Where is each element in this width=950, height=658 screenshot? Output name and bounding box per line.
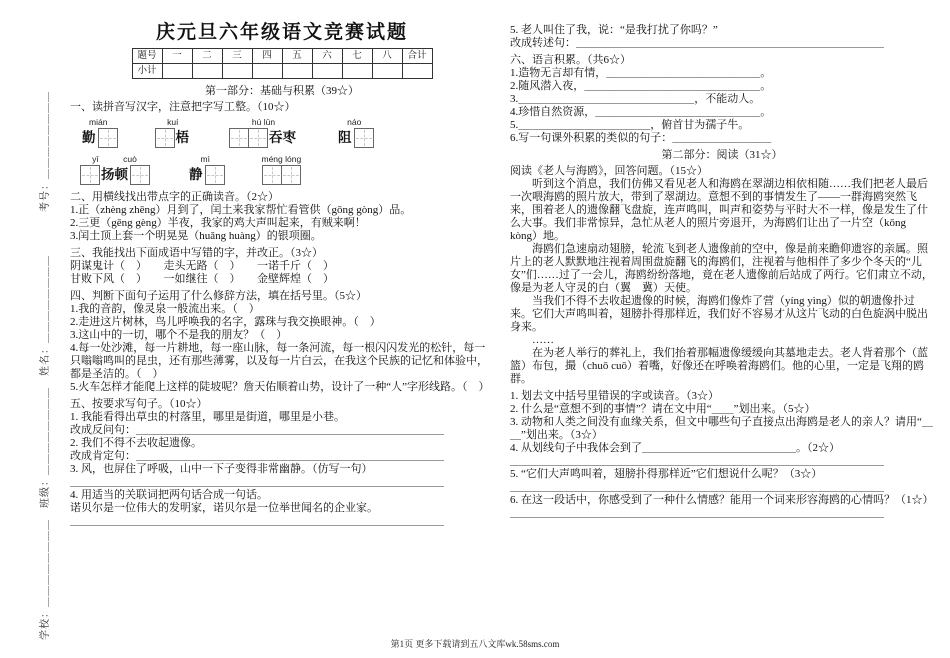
pinyin-label: cuò bbox=[123, 154, 137, 164]
q5-line: 5. 老人叫住了我，说：“是我打扰了你吗？” bbox=[510, 24, 718, 36]
score-table-cell bbox=[342, 64, 372, 79]
write-box bbox=[229, 128, 249, 148]
q5-line: 2. 我们不得不去收起遗像。 bbox=[70, 437, 202, 449]
pinyin-label: hú lūn bbox=[251, 117, 276, 127]
score-table-header-cell: 一 bbox=[162, 49, 192, 64]
score-table-header-cell: 八 bbox=[372, 49, 402, 64]
write-box bbox=[130, 165, 150, 185]
score-table-cell bbox=[312, 64, 342, 79]
word-group bbox=[80, 117, 117, 148]
q4-item: 1.我的音韵，像灵泉一般流出来。（ ） bbox=[70, 303, 260, 315]
question-4-block bbox=[70, 290, 494, 394]
q3-idiom-line: 甘败下风（ ） 一如继往（ ） 金壁辉煌（ ） bbox=[70, 273, 334, 285]
q5-line answer-blank: 改成转述句：＿＿＿＿＿＿＿＿＿＿＿＿＿＿＿＿＿＿＿＿＿＿＿＿＿＿＿＿ bbox=[510, 37, 884, 49]
pinyin-grid-row-1 bbox=[80, 117, 494, 148]
margin-field-exam-no: 考号：＿＿＿＿＿＿＿＿ bbox=[40, 91, 51, 212]
printed-char: 阻 bbox=[338, 130, 352, 145]
pinyin-label: náo bbox=[347, 117, 362, 127]
q5-line answer-blank: ＿＿＿＿＿＿＿＿＿＿＿＿＿＿＿＿＿＿＿＿＿＿＿＿＿＿＿＿＿＿＿＿＿＿ bbox=[70, 476, 444, 488]
write-box bbox=[205, 165, 225, 185]
score-table-subtotal-row bbox=[132, 64, 432, 79]
score-table-header-cell: 四 bbox=[252, 49, 282, 64]
score-table-cell bbox=[252, 64, 282, 79]
q6-item: 6.写一句课外积累的类似的句子：＿＿＿＿＿＿＿＿＿ bbox=[510, 132, 772, 144]
answer-blank-line: ＿＿＿＿＿＿＿＿＿＿＿＿＿＿＿＿＿＿＿＿＿＿＿＿＿＿＿＿＿＿＿＿＿＿ bbox=[510, 455, 884, 467]
q2-item: 3.闰土顶上套一个明晃晃（huǎng huàng）的银项圈。 bbox=[70, 230, 322, 242]
passage-paragraph: 在为老人举行的葬礼上，我们抬着那幅遗像缓缓向其墓地走去。老人背着那个（蓝 篮）布包，撮（chuō cuō）着嘴，好像还在呼唤着海鸥们。他的心里，一定是飞翔的鸥群。 bbox=[510, 347, 939, 385]
score-table bbox=[132, 48, 433, 79]
score-table-header-cell: 七 bbox=[342, 49, 372, 64]
score-table-cell bbox=[402, 64, 432, 79]
q1-title: 一、读拼音写汉字，注意把字写工整。（10☆） bbox=[70, 101, 296, 113]
write-box bbox=[262, 165, 282, 185]
q6-item: 5.＿＿＿＿＿＿＿＿＿＿＿＿，俯首甘为孺子牛。 bbox=[510, 119, 750, 131]
q5-line answer-blank: ＿＿＿＿＿＿＿＿＿＿＿＿＿＿＿＿＿＿＿＿＿＿＿＿＿＿＿＿＿＿＿＿＿＿ bbox=[70, 515, 444, 527]
word-group bbox=[336, 117, 373, 148]
exam-title: 庆元旦六年级语文竞赛试题 bbox=[155, 22, 408, 43]
q2-item: 1.正（zhèng zhēng）月到了，闰土来我家帮忙看管供（gōng gòng）品。 bbox=[70, 204, 412, 216]
score-table-row-label: 小计 bbox=[132, 64, 162, 79]
pinyin-label: méng lóng bbox=[261, 154, 302, 164]
q2-title: 二、用横线找出带点字的正确读音。（2☆） bbox=[70, 191, 279, 203]
q4-title: 四、判断下面句子运用了什么修辞方法，填在括号里。（5☆） bbox=[70, 290, 367, 302]
page-footer: 第1页 更多下载请到五八文库wk.58sms.com bbox=[390, 639, 560, 649]
pinyin-grid-row-2 bbox=[80, 154, 494, 185]
q3-title: 三、我能找出下面成语中写错的字，并改正。（3☆） bbox=[70, 247, 323, 259]
q5-line: 诺贝尔是一位伟大的发明家，诺贝尔是一位举世闻名的企业家。 bbox=[70, 502, 378, 514]
score-table-header-cell: 题号 bbox=[132, 49, 162, 64]
score-table-cell bbox=[162, 64, 192, 79]
q6-item: 2.随风潜入夜，＿＿＿＿＿＿＿＿＿＿＿＿＿＿＿＿。 bbox=[510, 80, 772, 92]
question-6-block bbox=[510, 54, 934, 145]
passage-paragraph: 海鸥们急速扇动翅膀，轮流飞到老人遗像前的空中，像是前来瞻仰遗容的亲属。照片上的老人默默地注视着周围盘旋翻飞的海鸥们，注视着与他相伴了多少个冬天的“儿女”们……过了一会儿，海鸥纷纷落地，竟在老人遗像前后站成了两行。它们肃立不动，像是为老人守灵的白（翼 冀）天使。 bbox=[510, 243, 933, 294]
q5-title: 五、按要求写句子。（10☆） bbox=[70, 398, 208, 410]
part2-heading: 第二部分：阅读（31☆） bbox=[661, 149, 783, 161]
pinyin-label: mián bbox=[89, 117, 108, 127]
write-box bbox=[80, 165, 100, 185]
passage-ellipsis: …… bbox=[532, 334, 554, 346]
question-2-block bbox=[70, 191, 494, 243]
write-box bbox=[98, 128, 118, 148]
margin-field-name: 姓名：＿＿＿＿＿＿＿＿ bbox=[40, 255, 51, 376]
word-group bbox=[187, 154, 224, 185]
reading-section bbox=[510, 165, 939, 386]
word-group bbox=[80, 154, 149, 185]
reading-question: 1. 划去文中括号里错误的字或读音。（3☆） bbox=[510, 390, 719, 402]
q3-idiom-line: 阴谋鬼计（ ） 走头无路（ ） 一诺千斤（ ） bbox=[70, 260, 334, 272]
score-table-header-cell: 二 bbox=[192, 49, 222, 64]
score-table-header-cell: 合计 bbox=[402, 49, 432, 64]
score-table-header-cell: 三 bbox=[222, 49, 252, 64]
right-column bbox=[510, 24, 939, 532]
passage-paragraph: 当我们不得不去收起遗像的时候，海鸥们像炸了营（yíng yìng）似的朝遗像扑过来。它们大声鸣叫着，翅膀扑得那样近，我们好不容易才从这片飞动的白色旋涡中脱出身来。 bbox=[510, 295, 928, 333]
word-group bbox=[262, 154, 302, 185]
score-table-cell bbox=[192, 64, 222, 79]
reading-question: 6. 在这一段话中，你感受到了一种什么情感？能用一个词来形容海鸥的心情吗？（1☆） bbox=[510, 494, 934, 506]
pinyin-label: mì bbox=[200, 154, 210, 164]
answer-blank-line: ＿＿＿＿＿＿＿＿＿＿＿＿＿＿＿＿＿＿＿＿＿＿＿＿＿＿＿＿＿＿＿＿＿＿ bbox=[510, 481, 884, 493]
q5-line: 4. 用适当的关联词把两句话合成一句话。 bbox=[70, 489, 268, 501]
write-box bbox=[281, 165, 301, 185]
printed-char: 梧 bbox=[175, 130, 189, 145]
reading-question: 5. “它们大声鸣叫着，翅膀扑得那样近”它们想说什么呢？（3☆） bbox=[510, 468, 823, 480]
q2-item: 2.三更（gēng gèng）半夜，我家的鸡大声叫起来，有贼来啊！ bbox=[70, 217, 366, 229]
page-columns bbox=[70, 22, 939, 532]
printed-char: 扬顿 bbox=[101, 167, 128, 182]
printed-char: 静 bbox=[189, 167, 203, 182]
score-table-header-cell: 五 bbox=[282, 49, 312, 64]
question-1-block bbox=[70, 101, 494, 185]
reading-question: 2. 什么是“意想不到的事情”？请在文中用“＿＿”划出来。（5☆） bbox=[510, 403, 816, 415]
score-table-cell bbox=[372, 64, 402, 79]
reading-question: 4. 从划线句子中我体会到了＿＿＿＿＿＿＿＿＿＿＿＿＿＿。（2☆） bbox=[510, 442, 840, 454]
reading-title: 阅读《老人与海鸥》，回答问题。（15☆） bbox=[510, 165, 708, 177]
reading-questions bbox=[510, 390, 934, 520]
q4-item: 3.这山中的一切，哪个不是我的朋友？（ ） bbox=[70, 329, 288, 341]
printed-char: 吞枣 bbox=[269, 130, 296, 145]
q4-item: 2.走进这片树林，鸟儿呼唤我的名字，露珠与我交换眼神。（ ） bbox=[70, 316, 381, 328]
q5-line: 3. 风，也屏住了呼吸，山中一下子变得非常幽静。（仿写一句） bbox=[70, 463, 373, 475]
score-table-header-cell: 六 bbox=[312, 49, 342, 64]
pinyin-label: yī bbox=[92, 154, 99, 164]
q4-item: 4.每一处沙滩，每一片耕地，每一座山脉，每一条河流，每一根闪闪发光的松针，每一只嗡嗡鸣叫的昆虫，还有那些薄雾，以及每一片白云，在我这个民族的记忆和体验中，都是圣洁的。（ ） bbox=[70, 342, 488, 380]
margin-field-class: 班级：＿＿＿＿＿＿＿＿ bbox=[40, 387, 51, 508]
pinyin-label: kuí bbox=[167, 117, 179, 127]
q6-title: 六、语言积累。（共6☆） bbox=[510, 54, 631, 66]
q5-line answer-blank: 改成反问句：＿＿＿＿＿＿＿＿＿＿＿＿＿＿＿＿＿＿＿＿＿＿＿＿＿＿＿＿ bbox=[70, 424, 444, 436]
passage-paragraph: 听到这个消息，我们仿佛又看见老人和海鸥在翠湖边相依相随……我们把老人最后一次喂海鸥的照片放大，带到了翠湖边。意想不到的事情发生了——一群海鸥突然飞来，围着老人的遗像翻飞盘旋，连声鸣叫，叫声和姿势与平时大不一样，像是发生了什么大事。我们非常惊异，急忙从老人的照片旁退开，为海鸥们让出了一片空（kōng kòng）地。 bbox=[510, 178, 928, 242]
question-3-block bbox=[70, 247, 494, 286]
q6-item: 3.＿＿＿＿＿＿＿＿＿＿＿＿＿＿＿＿，不能动人。 bbox=[510, 93, 761, 105]
score-table-header-row bbox=[132, 49, 432, 64]
score-table-cell bbox=[222, 64, 252, 79]
answer-blank-line: ＿＿＿＿＿＿＿＿＿＿＿＿＿＿＿＿＿＿＿＿＿＿＿＿＿＿＿＿＿＿＿＿＿＿ bbox=[510, 507, 884, 519]
write-box bbox=[155, 128, 175, 148]
printed-char: 勤 bbox=[82, 130, 96, 145]
word-group bbox=[155, 117, 192, 148]
write-box bbox=[354, 128, 374, 148]
q6-item: 1.造物无言却有情，＿＿＿＿＿＿＿＿＿＿＿＿＿＿。 bbox=[510, 67, 772, 79]
word-group bbox=[229, 117, 298, 148]
margin-field-school: 学校：＿＿＿＿＿＿＿＿ bbox=[40, 519, 51, 640]
write-box bbox=[248, 128, 268, 148]
part1-heading: 第一部分：基础与积累（39☆） bbox=[205, 85, 359, 97]
score-table-cell bbox=[282, 64, 312, 79]
q6-item: 4.珍惜自然资源，＿＿＿＿＿＿＿＿＿＿＿＿＿＿＿。 bbox=[510, 106, 772, 118]
question-5-continued bbox=[510, 24, 934, 50]
left-column bbox=[70, 24, 494, 532]
q5-line answer-blank: 改成肯定句：＿＿＿＿＿＿＿＿＿＿＿＿＿＿＿＿＿＿＿＿＿＿＿＿＿＿＿＿ bbox=[70, 450, 444, 462]
q5-line: 1. 我能看得出草虫的村落里，哪里是街道，哪里是小巷。 bbox=[70, 411, 345, 423]
question-5-block bbox=[70, 398, 494, 528]
q4-item: 5.火车怎样才能爬上这样的陡坡呢？詹天佑顺着山势，设计了一种“人”字形线路。（ ） bbox=[70, 381, 490, 393]
reading-question: 3. 动物和人类之间没有血缘关系，但文中哪些句子直接点出海鸥是老人的亲人？请用“＿＿”划出来。（3☆） bbox=[510, 416, 933, 441]
